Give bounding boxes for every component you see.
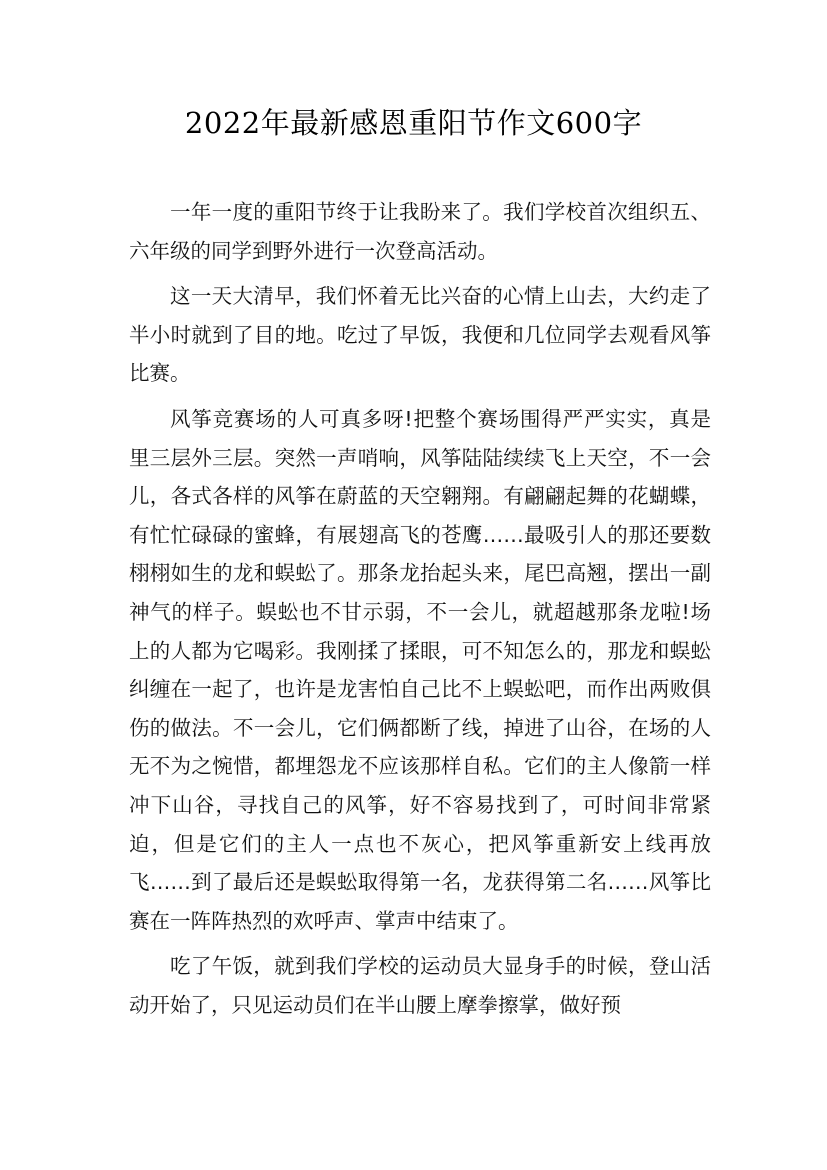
paragraph-3: 风筝竞赛场的人可真多呀!把整个赛场围得严严实实，真是里三层外三层。突然一声哨响，风筝陆陆续续飞上天空，不一会儿，各式各样的风筝在蔚蓝的天空翱翔。有翩翩起舞的花蝴蝶，有忙忙碌碌的蜜蜂，有展翅高飞的苍鹰……最吸引人的那还要数栩栩如生的龙和蜈蚣了。那条龙抬起头来，尾巴高翘，摆出一副神气的样子。蜈蚣也不甘示弱，不一会儿，就超越那条龙啦!场上的人都为它喝彩。我刚揉了揉眼，可不知怎么的，那龙和蜈蚣纠缠在一起了，也许是龙害怕自己比不上蜈蚣吧，而作出两败俱伤的做法。不一会儿，它们俩都断了线，掉进了山谷，在场的人无不为之惋惜，都埋怨龙不应该那样自私。它们的主人像箭一样冲下山谷，寻找自己的风筝，好不容易找到了，可时间非常紧迫，但是它们的主人一点也不灰心，把风筝重新安上线再放飞……到了最后还是蜈蚣取得第一名，龙获得第二名……风筝比赛在一阵阵热烈的欢呼声、掌声中结束了。 xyxy=(129,406,711,933)
document-body xyxy=(129,193,711,1031)
paragraph-1: 一年一度的重阳节终于让我盼来了。我们学校首次组织五、六年级的同学到野外进行一次登高活动。 xyxy=(129,200,711,263)
document-title: 2022年最新感恩重阳节作文600字 xyxy=(184,106,643,140)
paragraph-2: 这一天大清早，我们怀着无比兴奋的心情上山去，大约走了半小时就到了目的地。吃过了早饭，我便和几位同学去观看风筝比赛。 xyxy=(129,284,711,386)
paragraph-4: 吃了午饭，就到我们学校的运动员大显身手的时候，登山活动开始了，只见运动员们在半山腰上摩拳擦掌，做好预 xyxy=(129,954,711,1017)
